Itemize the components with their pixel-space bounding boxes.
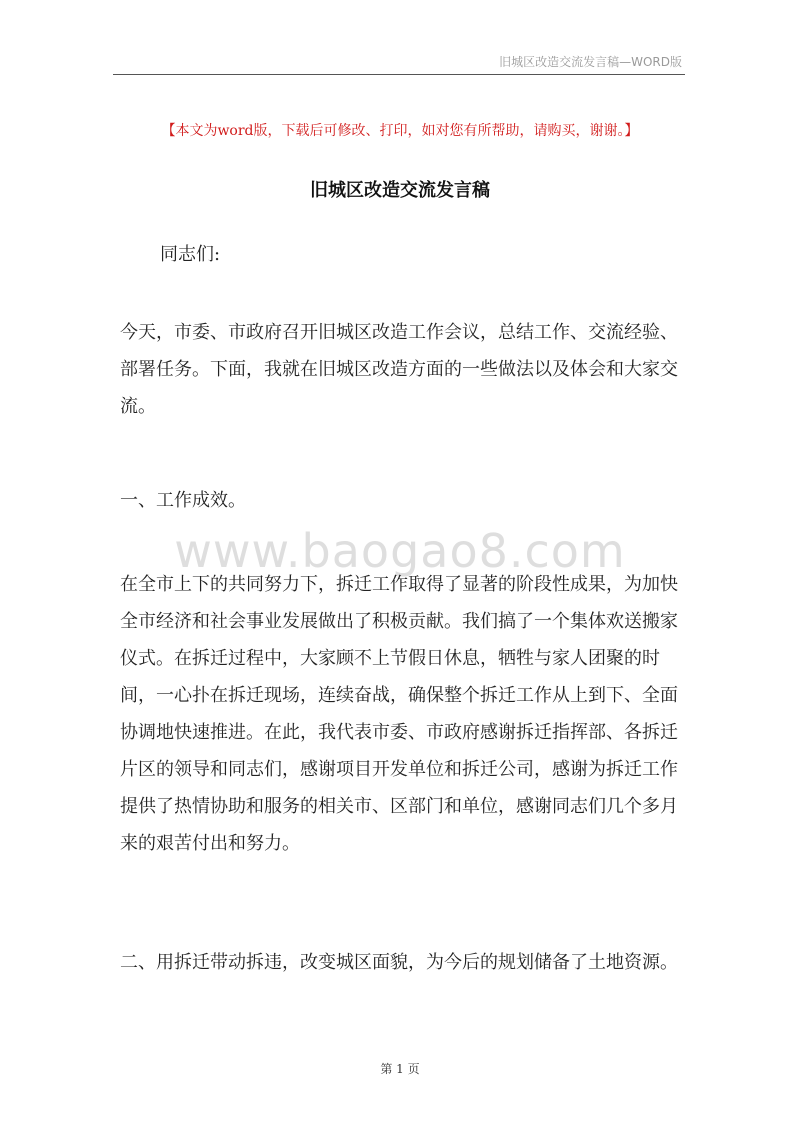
purchase-notice: 【本文为word版，下载后可修改、打印，如对您有所帮助，请购买，谢谢。】 xyxy=(161,123,639,139)
paragraph-intro: 今天，市委、市政府召开旧城区改造工作会议，总结工作、交流经验、部署任务。下面，我就在旧城区改造方面的一些做法以及体会和大家交流。 xyxy=(120,322,678,417)
document-title: 旧城区改造交流发言稿 xyxy=(310,180,490,201)
paragraph-achievements: 在全市上下的共同努力下，拆迁工作取得了显著的阶段性成果，为加快全市经济和社会事业发展做出了积极贡献。我们搞了一个集体欢送搬家仪式。在拆迁过程中，大家顾不上节假日休息，牺牲与家人团聚的时间，一心扑在拆迁现场，连续奋战，确保整个拆迁工作从上到下、全面协调地快速推进。在此，我代表市委、市政府感谢拆迁指挥部、各拆迁片区的领导和同志们，感谢项目开发单位和拆迁公司，感谢为拆迁工作提供了热情协助和服务的相关市、区部门和单位，感谢同志们几个多月来的艰苦付出和努力。 xyxy=(120,574,678,854)
header-doc-label: 旧城区改造交流发言稿—WORD版 xyxy=(499,55,682,69)
page-number: 第 1 页 xyxy=(380,1062,420,1076)
watermark-text: www.baogao8.com xyxy=(174,524,626,578)
salutation: 同志们: xyxy=(160,244,221,265)
section-heading-2: 二、用拆迁带动拆违，改变城区面貌，为今后的规划储备了土地资源。 xyxy=(120,952,678,973)
section-heading-1: 一、工作成效。 xyxy=(120,490,246,511)
header-rule xyxy=(113,74,685,75)
